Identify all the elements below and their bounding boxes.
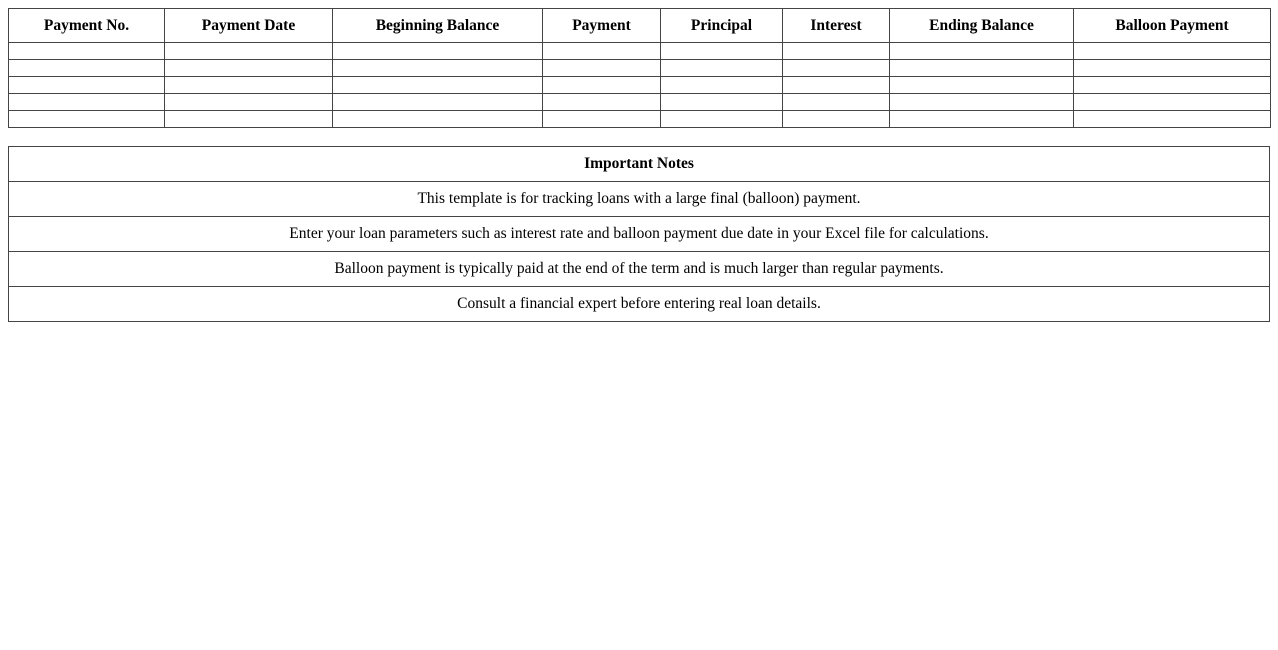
column-header-interest: Interest: [783, 9, 890, 43]
column-header-payment-date: Payment Date: [165, 9, 333, 43]
table-cell[interactable]: [543, 60, 661, 77]
note-row: [9, 252, 1270, 287]
note-text: Enter your loan parameters such as interest rate and balloon payment due date in your Excel file for calculations.: [9, 217, 1270, 252]
table-cell[interactable]: [783, 111, 890, 128]
table-row: [9, 111, 1271, 128]
table-cell[interactable]: [783, 60, 890, 77]
payment-schedule-table: [8, 8, 1271, 128]
table-row: [9, 43, 1271, 60]
note-row: [9, 217, 1270, 252]
note-row: [9, 182, 1270, 217]
table-cell[interactable]: [9, 43, 165, 60]
table-cell[interactable]: [9, 77, 165, 94]
table-header-row: [9, 9, 1271, 43]
table-row: [9, 94, 1271, 111]
column-header-principal: Principal: [661, 9, 783, 43]
table-row: [9, 60, 1271, 77]
table-cell[interactable]: [1074, 43, 1271, 60]
notes-title: Important Notes: [9, 147, 1270, 182]
notes-header-row: [9, 147, 1270, 182]
table-row: [9, 77, 1271, 94]
table-cell[interactable]: [783, 94, 890, 111]
table-cell[interactable]: [333, 94, 543, 111]
table-cell[interactable]: [661, 43, 783, 60]
column-header-ending-balance: Ending Balance: [890, 9, 1074, 43]
note-text: Consult a financial expert before entering real loan details.: [9, 287, 1270, 322]
table-cell[interactable]: [9, 94, 165, 111]
table-cell[interactable]: [783, 77, 890, 94]
table-cell[interactable]: [333, 43, 543, 60]
important-notes-table: [8, 146, 1270, 322]
table-cell[interactable]: [1074, 94, 1271, 111]
table-cell[interactable]: [165, 60, 333, 77]
table-cell[interactable]: [890, 77, 1074, 94]
page: [8, 8, 1270, 322]
table-cell[interactable]: [333, 77, 543, 94]
table-cell[interactable]: [165, 111, 333, 128]
schedule-body: [9, 43, 1271, 128]
column-header-beginning-balance: Beginning Balance: [333, 9, 543, 43]
column-header-payment-no: Payment No.: [9, 9, 165, 43]
table-cell[interactable]: [890, 60, 1074, 77]
table-cell[interactable]: [165, 43, 333, 60]
table-cell[interactable]: [661, 94, 783, 111]
table-cell[interactable]: [165, 94, 333, 111]
table-cell[interactable]: [661, 111, 783, 128]
column-header-balloon-payment: Balloon Payment: [1074, 9, 1271, 43]
column-header-payment: Payment: [543, 9, 661, 43]
table-cell[interactable]: [890, 94, 1074, 111]
table-cell[interactable]: [543, 111, 661, 128]
table-cell[interactable]: [661, 77, 783, 94]
table-cell[interactable]: [333, 111, 543, 128]
table-cell[interactable]: [890, 111, 1074, 128]
table-cell[interactable]: [9, 60, 165, 77]
table-cell[interactable]: [890, 43, 1074, 60]
note-text: This template is for tracking loans with a large final (balloon) payment.: [9, 182, 1270, 217]
table-cell[interactable]: [1074, 77, 1271, 94]
table-cell[interactable]: [9, 111, 165, 128]
note-row: [9, 287, 1270, 322]
table-cell[interactable]: [1074, 60, 1271, 77]
table-cell[interactable]: [543, 43, 661, 60]
table-cell[interactable]: [543, 77, 661, 94]
table-cell[interactable]: [1074, 111, 1271, 128]
table-cell[interactable]: [543, 94, 661, 111]
table-cell[interactable]: [783, 43, 890, 60]
table-cell[interactable]: [333, 60, 543, 77]
table-cell[interactable]: [661, 60, 783, 77]
table-cell[interactable]: [165, 77, 333, 94]
note-text: Balloon payment is typically paid at the end of the term and is much larger than regular payments.: [9, 252, 1270, 287]
